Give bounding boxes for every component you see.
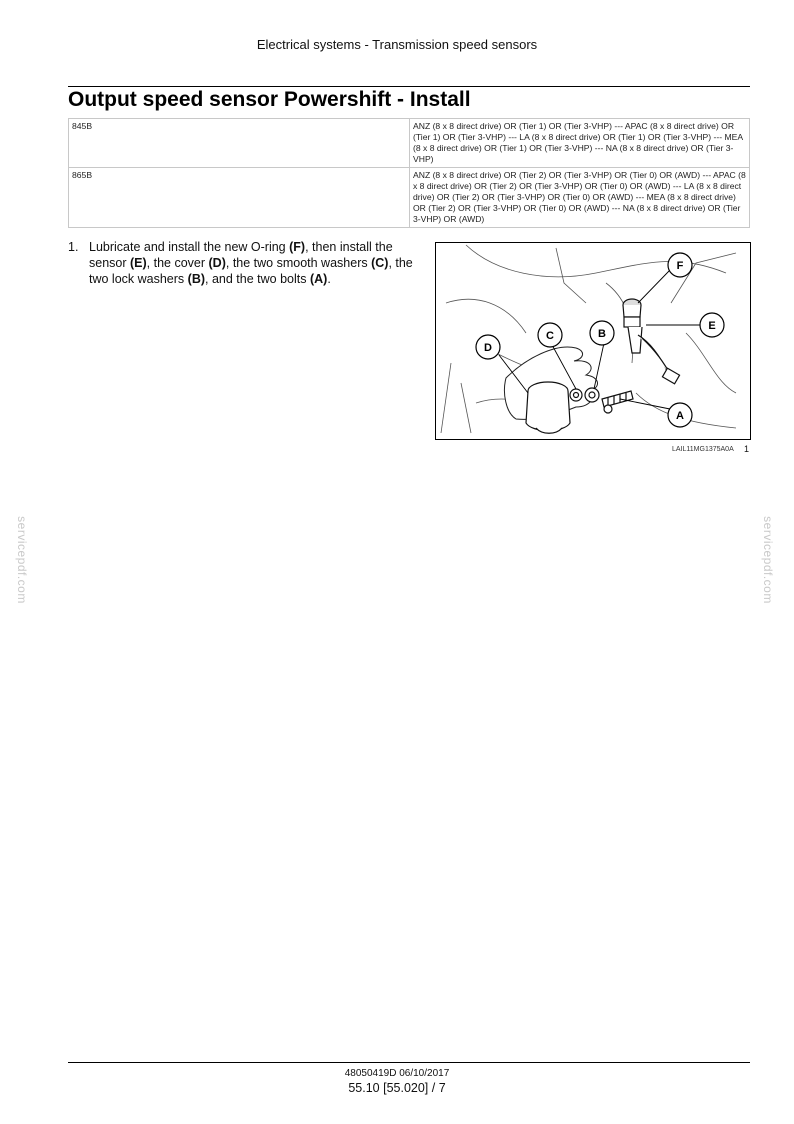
- config-cell: ANZ (8 x 8 direct drive) OR (Tier 2) OR (Tier 3-VHP) OR (Tier 0) OR (AWD) --- APAC (8 x 8 direct drive) OR (Tier 2) OR (Tier 3-VHP) OR (Tier 0) OR (AWD) --- LA (8 x 8 direct drive) OR (Tier 2) OR (Tier 3-VHP) OR (Tier 0) OR (AWD) --- MEA (8 x 8 direct drive) OR (Tier 2) OR (Tier 3-VHP) OR (Tier 0) OR (AWD) --- NA (8 x 8 direct drive) OR (Tier 3-VHP) OR (AWD): [410, 168, 750, 228]
- callout-label: C: [546, 330, 554, 342]
- callout-label: A: [676, 410, 684, 422]
- table-row: [69, 168, 750, 228]
- callout-label: D: [484, 342, 492, 354]
- figure-image-id: LAIL11MG1375A0A: [672, 446, 734, 453]
- callout-label: E: [708, 320, 716, 332]
- callout-label: F: [676, 260, 684, 272]
- page-title: Output speed sensor Powershift - Install: [68, 88, 471, 111]
- step-number: 1.: [68, 240, 79, 254]
- model-cell: 865B: [69, 168, 410, 228]
- table-row: [69, 119, 750, 168]
- page-number: 55.10 [55.020] / 7: [348, 1081, 446, 1095]
- watermark-left: servicepdf.com: [15, 516, 29, 604]
- sensor-install-illustration: [435, 242, 751, 440]
- callout-e: [700, 313, 724, 337]
- figure-number: 1: [744, 444, 750, 454]
- model-cell: 845B: [69, 119, 410, 168]
- document-id: 48050419D 06/10/2017: [344, 1068, 450, 1079]
- callout-label: B: [598, 328, 606, 340]
- watermark-right: servicepdf.com: [761, 516, 775, 604]
- model-applicability-table: [68, 118, 750, 228]
- step-text: Lubricate and install the new O-ring (F), then install the sensor (E), the cover (D), the two smooth washers (C), the two lock washers (B), and the two bolts (A).: [89, 240, 413, 286]
- callout-f: [668, 253, 692, 277]
- config-cell: ANZ (8 x 8 direct drive) OR (Tier 1) OR (Tier 3-VHP) --- APAC (8 x 8 direct drive) OR (Tier 1) OR (Tier 3-VHP) --- LA (8 x 8 direct drive) OR (Tier 1) OR (Tier 3-VHP) --- MEA (8 x 8 direct drive) OR (Tier 1) OR (Tier 3-VHP) --- NA (8 x 8 direct drive) OR (Tier 3-VHP): [410, 119, 750, 168]
- callout-a: [668, 403, 692, 427]
- running-header: Electrical systems - Transmission speed sensors: [256, 37, 538, 52]
- callout-d: [476, 335, 500, 359]
- callout-b: [590, 321, 614, 345]
- header-rule: [68, 86, 750, 87]
- speed-sensor: [623, 299, 680, 384]
- cover-part: [526, 382, 570, 433]
- washers-and-bolts: [570, 388, 633, 413]
- callout-c: [538, 323, 562, 347]
- footer-rule: [68, 1062, 750, 1063]
